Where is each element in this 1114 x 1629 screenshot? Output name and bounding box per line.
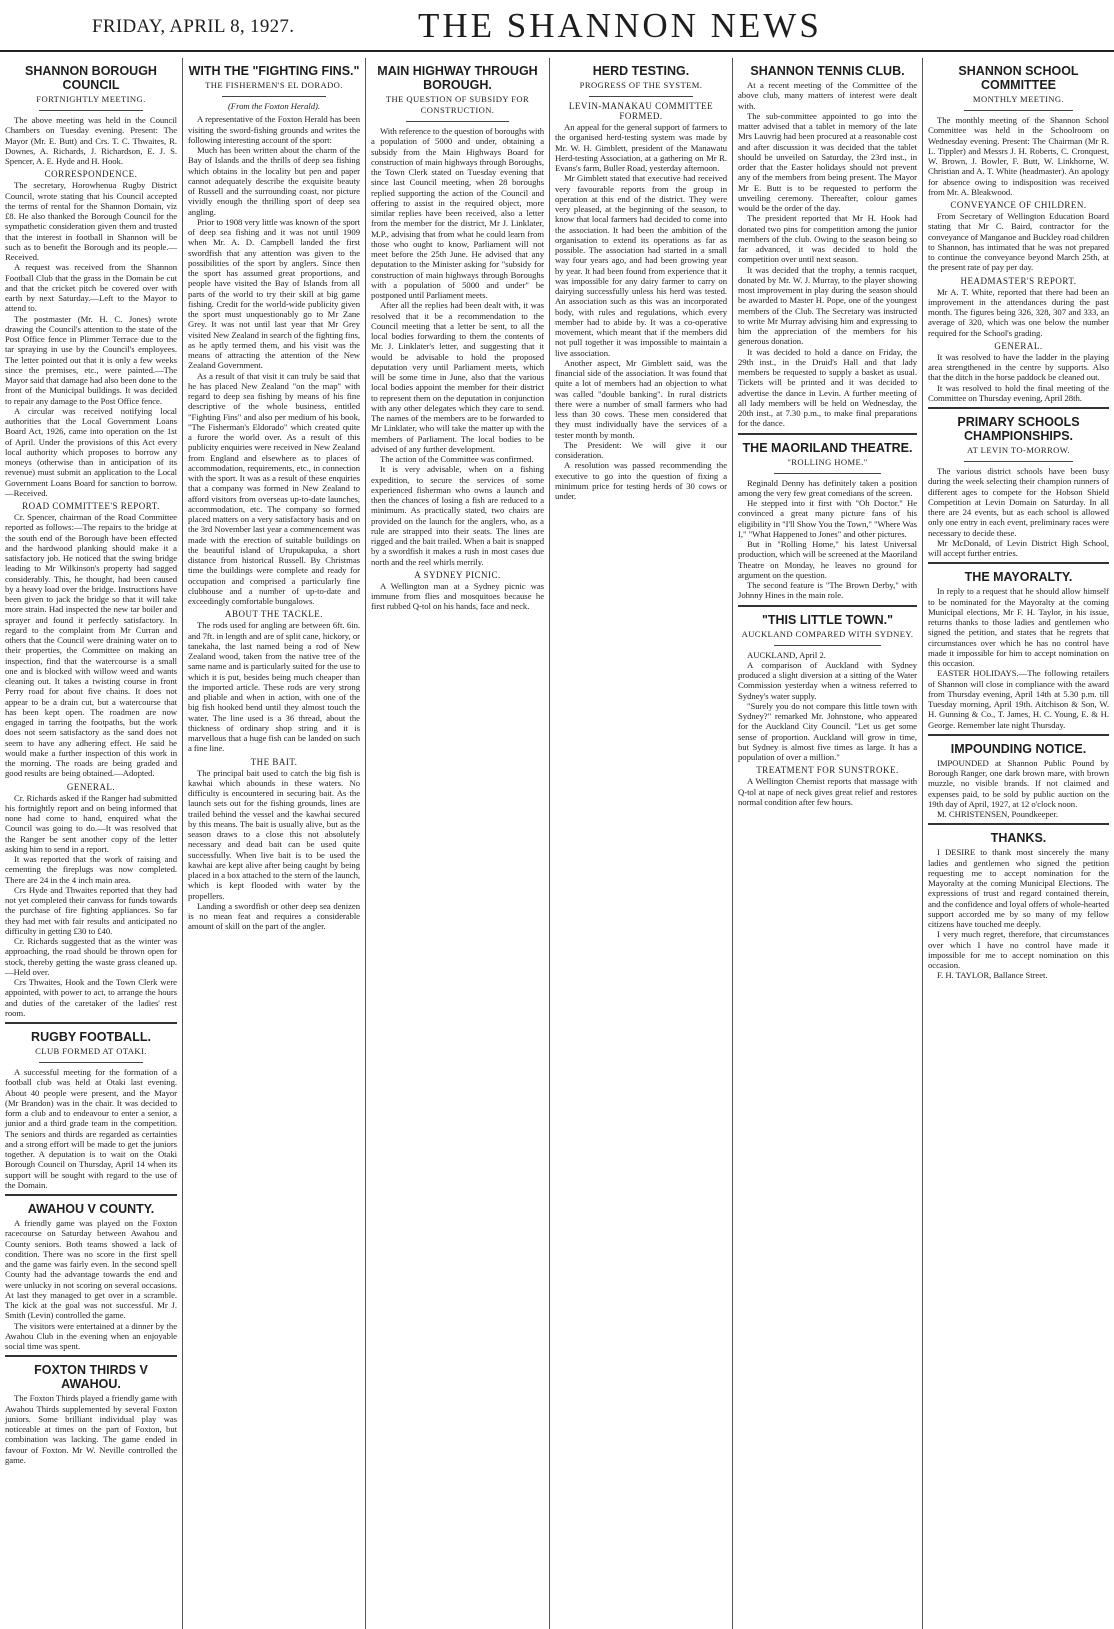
article-paragraph: It is very advisable, when on a fishing expedition, to secure the services of some experienced fisherman who owns a launch and then the chances of losing a fish are reduced to a minimum. As practically stated, two chairs are provided on the launch for the anglers, who, as a rule are strapped into their seats. The lines are rigged and the bait trailed. When a bait is snapped by a swordfish it makes a rush in most cases due north and the reel whirls merrily.	[371, 464, 544, 567]
article	[555, 64, 727, 501]
article	[5, 1355, 177, 1465]
article-paragraph: The monthly meeting of the Shannon School Committee was held in the Schoolroom on Wednesday evening. Present: The Chairman (Mr R. L. Tippler) and Messrs J. H. Roberts, C. Cronquest, W. Brown, J. Bowler, F. Butt, W. Linkhorne, W. Christian and A. T. White (headmaster). An apology for absence owing to indisposition was received from Mr. A. Bleakwood.	[928, 115, 1109, 197]
article-subhead: AT LEVIN TO-MORROW.	[966, 445, 1070, 455]
column-4	[550, 58, 733, 1629]
article-headline: HERD TESTING.	[592, 64, 690, 78]
article-paragraph: The visitors were entertained at a dinner by the Awahou Club in the evening when an enjoyable social time was spent.	[5, 1320, 177, 1351]
article	[188, 64, 360, 932]
article-paragraph: An appeal for the general support of farmers to the organised herd-testing system was made by Mr. W. H. Gimblett, president of the Manawatu Herd-testing Association, at a gathering on Mr R. Evans's farm, Buller Road, yesterday afternoon.	[555, 122, 727, 173]
article-paragraph: A circular was received notifying local authorities that the Local Government Loans Board Act, 1926, came into operation on the 1st of April. Under the provisions of this Act every local authority which proposes to borrow any moneys (otherwise than in anticipation of its revenue) must submit an application to the Local Government Loans Board for sanction to borrow.—Received.	[5, 405, 177, 498]
article-paragraph: From Secretary of Wellington Education Board stating that Mr C. Baird, contractor for the conveyance of Manganoe and Buckley road children to Shannon, has intimated that he was not prepared to continue the conveyance beyond March 25th, at the present rate of pay per day.	[928, 211, 1109, 273]
article-paragraph: It was reported that the work of raising and cementing the fireplugs was now completed. There are 24 in the 4 inch main area.	[5, 854, 177, 885]
article-divider	[5, 1022, 177, 1024]
article-headline: THE MAYORALTY.	[964, 570, 1073, 585]
columns-area	[0, 58, 1114, 1629]
article	[371, 64, 544, 612]
subhead-rule	[774, 645, 881, 646]
section-subheading: THE BAIT.	[250, 756, 298, 767]
article-headline: PRIMARY SCHOOLS CHAMPIONSHIPS.	[957, 415, 1080, 443]
article	[928, 823, 1109, 980]
article-paragraph: In reply to a request that he should allow himself to be nominated for the Mayoralty at the coming Municipal elections, Mr F. H. Taylor, in his issue, returns thanks to those ladies and gentlemen who signed the petition, and states that he regrets that circumstances over which he has no control have made it impossible for him to accept nomination on this occasion.	[928, 586, 1109, 668]
article-paragraph: Mr McDonald, of Levin District High School, will accept further entries.	[928, 537, 1109, 558]
article-divider	[738, 433, 917, 435]
article-paragraph: The Foxton Thirds played a friendly game with Awahou Thirds supplemented by several Foxton juniors. Some brilliant individual play was noticeable at times on the part of Foxton, but combination was lacking. The game ended in favour of Foxton. Mr W. Neville controlled the game.	[5, 1393, 177, 1465]
article	[5, 1022, 177, 1190]
article-paragraph: I very much regret, therefore, that circumstances over which I have no control have made it impossible for me to accept nomination on this occasion.	[928, 929, 1109, 970]
article-paragraph: M. CHRISTENSEN, Poundkeeper.	[937, 809, 1058, 819]
article-headline: AWAHOU V COUNTY.	[27, 1202, 155, 1216]
article-headline: IMPOUNDING NOTICE.	[950, 741, 1087, 756]
article-headline: RUGBY FOOTBALL.	[31, 1030, 151, 1044]
article-paragraph: A representative of the Foxton Herald has been visiting the sword-fishing grounds and writes the following interesting account of the sport:	[188, 114, 360, 145]
article-subhead: THE QUESTION OF SUBSIDY FOR CONSTRUCTION.	[385, 94, 530, 115]
article-subhead: "ROLLING HOME."	[787, 456, 868, 467]
article-paragraph: As a result of that visit it can truly be said that he has placed New Zealand "on the map" with regard to deep sea fishing by means of his fine descriptive of the whole business, entitled "Fighting Fins" and also per medium of his book, "The Fisherman's Eldorado" which created quite a furore the world over. As a result of this publicity enquiries were received in New Zealand from England and elsewhere as to places of accommodation, requirements, etc., in connection with the sport. It was as a result of these enquiries that a company was formed in New Zealand to afford visitors from overseas up-to-date launches, accommodation, etc. The company so formed placed matters on a very satisfactory basis and on the 3rd November last year a commencement was made with the erection of suitable buildings on the beautiful island of Urupukapuka, a short distance from historical Russell. By Christmas time the buildings were complete and ready for occupation and comprised a particularly fine clubhouse and a number of up-to-date and exceedingly comfortable bungalows.	[188, 370, 360, 606]
article-paragraph: Prior to 1908 very little was known of the sport of deep sea fishing and it was not until 1909 when Mr. A. D. Campbell landed the first swordfish that any attention was given to the possibilities of the sport by anglers. Since then the sport has assumed great proportions, and people have visited the Bay of Islands from all parts of the world to try their skill at big game fishing. Credit for the world-wide publicity given the sport must unquestionably go to Mr Zane Grey. It was not until last year that Mr Grey visited New Zealand in search of the fighting fins, as he aptly termed them, and his visit was the means of attracting the attention of the New Zealand Government.	[188, 216, 360, 371]
article-paragraph: Crs Thwaites, Hook and the Town Clerk were appointed, with power to act, to arrange the hours and duties of the caretaker of the ladies' rest room.	[5, 977, 177, 1018]
article-paragraph: After all the replies had been dealt with, it was resolved that it be a recommendation to the Council meeting that a letter be sent, to all the local bodies forwarding to them the contents of Mr. J. Linklater's letter, and suggesting that it would be advisable to hold the proposed deputation very until Parliament meets, which will be some time in June, also that the various local bodies appoint the member for their district to represent them on the deputation in conjunction with any other delegates which they care to send. The names of the members are to be forwarded to Mr Linklater, who will take the matter up with the members of Parliament. The local bodies to be advised of any further development.	[371, 300, 544, 454]
subhead-rule	[964, 461, 1073, 462]
article-paragraph: The sub-committee appointed to go into the matter advised that a tablet in memory of the late Mrs Lauvrig had been procured at a reasonable cost and after discussion it was decided that the tablet should be unveiled on Saturday, the 23rd inst., in order that the Easter holidays should not prevent any of the members from being present. The Mayor Mr E. Butt is to be requested to perform the unveiling ceremony. Thereafter, colour games would be the order of the day.	[738, 110, 917, 213]
section-subheading: GENERAL.	[994, 340, 1043, 351]
article-headline: SHANNON TENNIS CLUB.	[750, 64, 905, 78]
article-paragraph: The president reported that Mr H. Hook had donated two pins for competition among the junior members of the club. Owing to the season being so far advanced, it was decided to hold the competition over until next season.	[738, 213, 917, 265]
masthead-rule	[0, 50, 1114, 52]
article-paragraph: The rods used for angling are between 6ft. 6in. and 7ft. in length and are of split cane, hickory, or tanekaha, the last named being a rod of New Zealand wood, taken from the native tree of the same name and is particularly suited for the use to which it is put, besides being much cheaper than the imported article. These rods are very strong and pliable and when in action, with one of the big fish hooked bend until they almost touch the water. The line used is a 36 thread, about the thickness of ordinary shop string and it is marvellous that a huge fish can be landed on such a fine line.	[188, 620, 360, 754]
column-3	[366, 58, 550, 1629]
article-headline: "THIS LITTLE TOWN."	[761, 612, 894, 627]
article-paragraph: At a recent meeting of the Committee of the above club, many matters of interest were dealt with.	[738, 80, 917, 111]
article-paragraph: The secretary, Horowhenua Rugby District Council, wrote stating that his Council accepted the terms of rental for the Shannon Domain, viz £8. He also thanked the Borough Council for the sympathetic consideration given them and trusted that the interest in football in Shannon will be such as to benefit the Borough and its people.—Received.	[5, 180, 177, 262]
article-paragraph: Landing a swordfish or other deep sea denizen is no mean feat and requires a considerable amount of skill on the part of the angler.	[188, 900, 360, 932]
article-headline: MAIN HIGHWAY THROUGH BOROUGH.	[377, 64, 538, 92]
article-subhead: AUCKLAND COMPARED WITH SYDNEY.	[741, 628, 914, 639]
article-paragraph: Mr A. T. White, reported that there had been an improvement in the attendances during the past month. The figures being 326, 328, 307 and 333, an average of 320, which was one below the number required for the School's grading.	[928, 286, 1109, 338]
article-paragraph: The various district schools have been busy during the week selecting their champion runners of different ages to compete for the Hobson Shield Competition at Levin Domain on Saturday. In all there are 24 events, but as each school is allowed only one entry in each event, preliminary races were necessary to decide these.	[928, 466, 1109, 538]
article-paragraph: Much has been written about the charm of the Bay of Islands and the thrills of deep sea fishing which obtains in the locality but pen and paper cannot adequately describe the exquisite beauty of Russell and the surrounding coast, nor picture vividly enough the thrilling sport of deep sea angling.	[188, 145, 360, 217]
article-divider	[5, 1355, 177, 1357]
section-subheading: HEADMASTER'S REPORT.	[960, 275, 1077, 286]
article-headline: THANKS.	[990, 831, 1047, 846]
article-paragraph: The action of the Committee was confirmed.	[380, 454, 534, 464]
article-paragraph: Cr. Richards asked if the Ranger had submitted his fortnightly report and on being informed that none had come to hand, enquired what the Council was going to do.—It was resolved that the Ranger be sent another copy of the letter asking him to send in a report.	[5, 792, 177, 854]
article-divider	[738, 605, 917, 607]
article-subhead: THE FISHERMEN'S EL DORADO.	[205, 80, 343, 90]
article-paragraph: It was decided that the trophy, a tennis racquet, donated by Mr. W. J. Murray, to the player showing most improvement in play during the season should be awarded to Master H. Pope, one of the youngest members of the Club. The Secretary was instructed to write Mr Murray advising him and expressing to him the appreciation of the members for his generous donation.	[738, 264, 917, 347]
issue-date: FRIDAY, APRIL 8, 1927.	[92, 16, 295, 37]
article-headline: FOXTON THIRDS V AWAHOU.	[34, 1363, 148, 1392]
article	[928, 64, 1109, 403]
article-paragraph: A friendly game was played on the Foxton racecourse on Saturday between Awahou and County seniors. Both teams showed a lack of condition. There was no score in the first spell and the game was fairly even. In the second spell County had the advantage towards the end and were unlucky in not scoring on several occasions. At last they managed to get over in a scramble. The kick at the goal was not successful. Mr J. Smith (Levin) controlled the game.	[5, 1218, 177, 1321]
article-divider	[928, 734, 1109, 736]
subhead-rule	[406, 121, 510, 122]
article-paragraph: The above meeting was held in the Council Chambers on Tuesday evening. Present: The Mayor (Mr. E. Butt) and Crs. T. C. Thwaites, R. Downes, A. Richards, J. Richardson, E. J. S. Spencer, A. E. Hyde and H. Hook.	[5, 115, 177, 166]
article	[5, 1194, 177, 1351]
article	[928, 734, 1109, 820]
article-headline: SHANNON SCHOOL COMMITTEE	[958, 64, 1079, 92]
subhead-rule	[774, 473, 881, 474]
article-paragraph: It was resolved to have the ladder in the playing area strengthened in the centre by supports. Also that the ditch in the horse paddock be cleaned out.	[928, 351, 1109, 383]
section-subheading: TREATMENT FOR SUNSTROKE.	[756, 765, 899, 776]
article-paragraph: The President: We will give it our consideration.	[555, 439, 727, 460]
article-paragraph: F. H. TAYLOR, Ballance Street.	[937, 970, 1048, 981]
article-subhead: PROGRESS OF THE SYSTEM.	[579, 80, 703, 90]
section-subheading: GENERAL.	[66, 781, 116, 792]
article-paragraph: It was resolved to hold the final meeting of the Committee on Thursday evening, April 28th.	[928, 382, 1109, 403]
newspaper-title: THE SHANNON NEWS	[418, 6, 822, 45]
article-paragraph: Cr. Richards suggested that as the winter was approaching, the road should be thrown open for stock, thereby getting the waste grass cleaned up.—Held over.	[5, 936, 177, 977]
article-paragraph: The postmaster (Mr. H. C. Jones) wrote drawing the Council's attention to the state of the Post Office fence in Plimmer Terrace due to the tar spraying in use by the Council's employees. The letter pointed out that it is only a few weeks since the premises, etc., were painted.—The Mayor said that damage had also been done to the front of the Municipal buildings. It was decided to repair any damage to the Post Office fence.	[5, 313, 177, 406]
article-paragraph: IMPOUNDED at Shannon Public Pound by Borough Ranger, one dark brown mare, with brown muzzle, no visible brands. If not claimed and expenses paid, to be sold by public auction on the 19th day of April, 1927, at 12 o'clock noon.	[928, 757, 1109, 809]
subhead-rule	[964, 110, 1073, 111]
article-paragraph: The principal bait used to catch the big fish is kawhai which abounds in these waters. No difficulty is encountered in securing bait. As the launch sets out for the fishing grounds, lines are trailed behind the vessel and the kawhai secured by this means. The bait is usually alive, but as the season draws to a close this not absolutely necessary and dead bait can be used quite successfully. When live bait is to be used the kawhai are kept alive after being caught by being placed in a box attached to the stern of the launch, which is kept flooded with water by the propellers.	[188, 767, 360, 901]
article-divider	[928, 823, 1109, 825]
article-subhead: FORTNIGHTLY MEETING.	[36, 94, 146, 104]
article-paragraph: With reference to the question of boroughs with a population of 5000 and under, obtaining a subsidy from the Main Highways Board for construction of main highways through Boroughs, the Town Clerk stated on Tuesday evening that since last Council meeting, when 28 boroughs replied supporting the action of the Council and offering to assist in the required object, more similar replies have been received, also a letter from the member for the district, Mr J. Linklater, M.P., advising that from what he could learn from those who ought to know, Parliament will not meet before the 25th June. He advised that any deputation to the Minister asking for "subsidy for construction of main highways through Boroughs with a population of 5000 and under" be postponed until Parliament meets.	[371, 126, 545, 300]
article-headline: THE MAORILAND THEATRE.	[742, 440, 913, 455]
article	[738, 64, 917, 429]
article-headline: SHANNON BOROUGH COUNCIL	[25, 64, 157, 92]
article	[738, 605, 917, 808]
article	[928, 562, 1109, 730]
article-paragraph: It was decided to hold a dance on Friday, the 29th inst., in the Druid's Hall and that lady members be requested to supply a basket as usual. Tickets will be printed and it was decided to advertise the dance in Levin. A further meeting of all lady members will be held on Wednesday, the 20th inst., at 7.30 p.m., to make final preparations for the dance.	[738, 346, 917, 429]
article-paragraph: Cr. Spencer, chairman of the Road Committee reported as follows:—The repairs to the bridge at the south end of the Borough have been effected and the hardwood planking should make it a satisfactory job. He noticed that the swing bridge leading to Mr Wilkinson's property had sagged considerably. This, he thought, had been caused by a heavy load over the bridge. Instructions have been given to jack the bridge so that it will take more strain. Had inspected the new tar boiler and sprayer and found it perfectly satisfactory. In regard to the complaint from Mr Curran and others that the Council were draining water on to their properties, the Committee on making an inspection, find that the watercourse is a small one and is blocked with willow weed and wants cleaning out. It takes a twisting course in front Perry road for about five chains. It does not appear to be a drain cut, but a watercourse that has been kept open. The roadmen are now engaged in tarring the footpaths, but the work does not seem satisfactory as the sand does not seem to have any adhering effect. He said he would make a further inspection of this work in the morning. The roads are being graded and good results are being obtained.—Adopted.	[5, 512, 177, 779]
section-subheading: A SYDNEY PICNIC.	[414, 569, 501, 580]
article-paragraph: A Wellington Chemist reports that massage with Q-tol at nape of neck gives great relief and restores normal condition after few hours.	[738, 776, 917, 807]
column-1	[0, 58, 183, 1629]
article	[928, 407, 1109, 558]
article	[738, 433, 917, 601]
subhead-rule	[39, 110, 142, 111]
article-paragraph: A comparison of Auckland with Sydney produced a slight diversion at a sitting of the Water Commission yesterday when a witness referred to Sydney's water supply.	[738, 659, 917, 701]
column-6	[923, 58, 1114, 1629]
section-subheading: CORRESPONDENCE.	[44, 169, 138, 180]
article-paragraph: Reginald Denny has definitely taken a position among the very few great comedians of the screen.	[738, 477, 917, 498]
article-paragraph: EASTER HOLIDAYS.—The following retailers of Shannon will close in compliance with the award from Thursday evening, April 14th at 5.30 p.m. till Tuesday morning, April 19th. Aitchison & Son, W. H. Gunning & Co., T. James, H. C. Young, E. & H. George. Remember late night Thursday.	[928, 668, 1109, 730]
article-paragraph: Crs Hyde and Thwaites reported that they had not yet completed their canvass for funds towards the purchase of fire fighting appliances. So far they had met with fair results and anticipated no difficulty in getting £30 to £40.	[5, 884, 177, 936]
subhead-rule	[589, 96, 692, 97]
article-paragraph: AUCKLAND, April 2.	[747, 649, 826, 660]
article-paragraph: But in "Rolling Home," his latest Universal production, which will be screened at the Maoriland Theatre on Monday, he leaves no ground for argument on the question.	[738, 539, 917, 580]
article-paragraph: A Wellington man at a Sydney picnic was immune from flies and mosquitoes because he first rubbed Q-tol on his hands, face and neck.	[371, 580, 544, 612]
article-divider	[5, 1194, 177, 1196]
article-paragraph: Mr Gimblett stated that executive had received very favourable reports from the group in operation at this end of the district. They were very pleased, at the beginning of the season, to know that local farmers had decided to come into the association. It had been the ambition of the organisation to extend its operations as far as possible. The association had started in a small way four years ago, and had been growing year by year. It had been found from experience that it was impossible for any dairy farmer to carry on dairying successfully unless his herd was tested. An association such as this was an incorporated body, with rules and regulations, which every member had to abide by. It was a co-operative movement, which meant that if the members did not pull together it was impossible to maintain a live association.	[555, 173, 727, 358]
article-paragraph: A resolution was passed recommending the executive to go into the question of fixing a minimum price for testing herds of 30 cows or under.	[555, 460, 727, 501]
section-subheading: ABOUT THE TACKLE.	[224, 609, 324, 620]
masthead	[0, 0, 1114, 58]
article-paragraph: (From the Foxton Herald).	[227, 101, 321, 111]
article-paragraph: "Surely you do not compare this little town with Sydney?" remarked Mr. Johnstone, who appeared for the Auckland City Council. "Let us get some sense of proportion. Auckland will grow in time, but Sydney is almost five times as large. It has a population of over a million."	[738, 700, 917, 762]
section-subheading: CONVEYANCE OF CHILDREN.	[950, 200, 1087, 210]
article-headline: WITH THE "FIGHTING FINS."	[188, 64, 360, 78]
column-2	[183, 58, 366, 1629]
article-paragraph: I DESIRE to thank most sincerely the many ladies and gentlemen who signed the petition requesting me to accept nomination for the Mayoralty at the coming Municipal Elections. The expressions of trust and regard contained therein, and the confidence and loyal offers of whole-hearted support accorded me by so many of my fellow citizens have touched me deeply.	[928, 847, 1109, 929]
article-divider	[928, 562, 1109, 564]
article-paragraph: Another aspect, Mr Gimblett said, was the financial side of the association. It was found that quite a lot of members had an objection to what was called "double banking". In rural districts there were a number of small farmers who had less than 30 cows. These men considered that they must individually have the services of a tester month by month.	[555, 357, 727, 440]
subhead-rule	[222, 96, 325, 97]
article-divider	[928, 407, 1109, 409]
article-subhead: CLUB FORMED AT OTAKI.	[35, 1046, 147, 1056]
section-subheading: LEVIN-MANAKAU COMMITTEE FORMED.	[568, 101, 714, 121]
article-paragraph: A successful meeting for the formation of a football club was held at Otaki last evening. About 40 people were present, and the Mayor (Mr Brandon) was in the chair. It was decided to form a club and to endeavour to enter a senior, a junior and a third grade team in the competition. The seniors and thirds are regarded as certainties and a strong effort will be made to get the juniors together. A deputation is to wait on the Otaki Borough Council on Thursday, April 14 when its support will be sought with regard to the use of the Domain.	[5, 1067, 177, 1190]
article-paragraph: The second feature is "The Brown Derby," with Johnny Hines in the main role.	[738, 580, 917, 601]
section-subheading: ROAD COMMITTEE'S REPORT.	[22, 501, 160, 511]
article	[5, 64, 177, 1018]
column-5	[733, 58, 923, 1629]
article-paragraph: He stepped into it first with "Oh Doctor." He convinced a great many picture fans of his eligibility in "I'll Show You the Town," "Where Was I," "What Happened to Jones" and other pictures.	[738, 498, 917, 539]
article-subhead: MONTHLY MEETING.	[972, 94, 1065, 104]
subhead-rule	[39, 1062, 142, 1063]
article-paragraph: A request was received from the Shannon Football Club that the grass in the Domain be cut and that the cricket pitch be covered over with earth by next Saturday.—Left to the Mayor to attend to.	[5, 262, 177, 314]
